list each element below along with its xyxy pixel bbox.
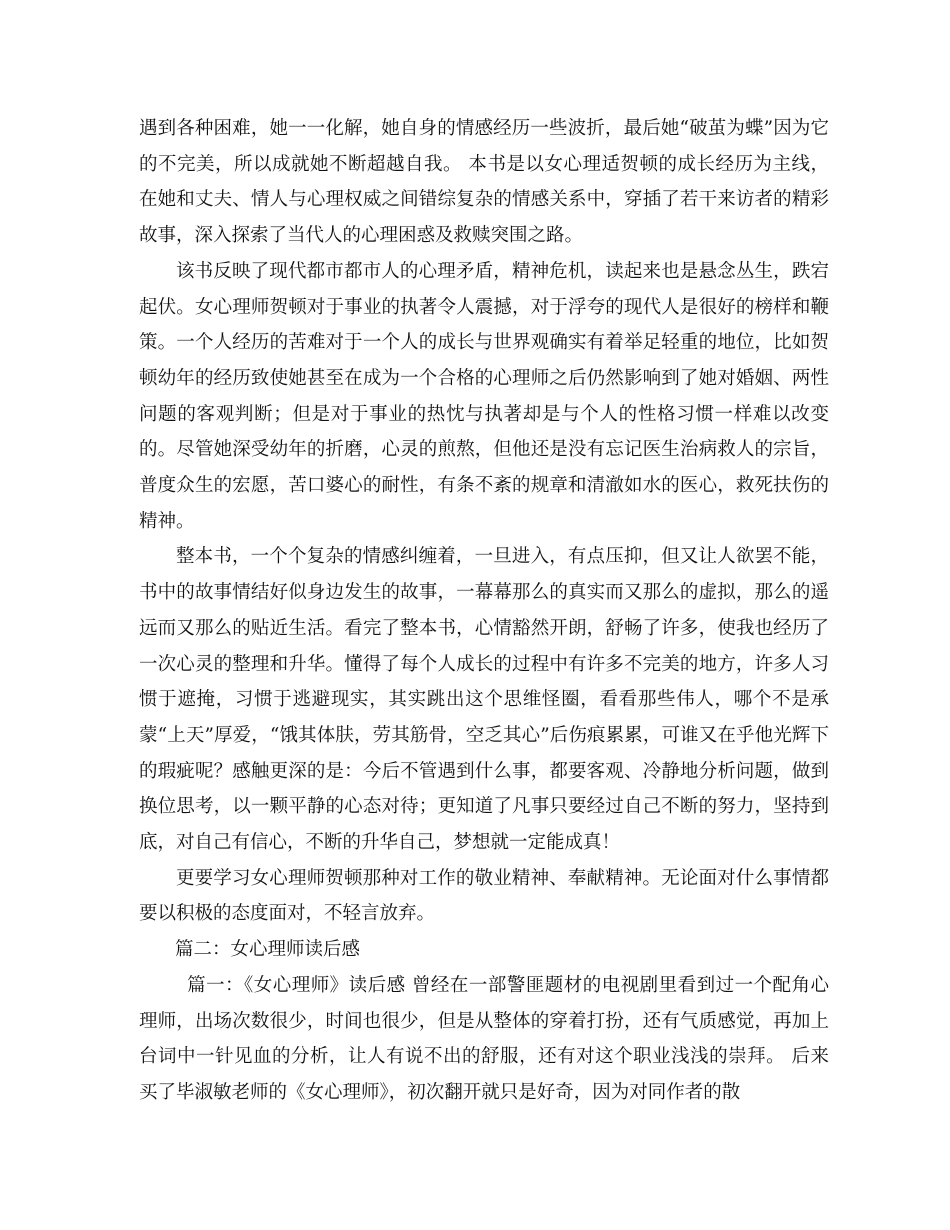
paragraph-4: 更要学习女心理师贺顿那种对工作的敬业精神、奉献精神。无论面对什么事情都要以积极的态度面对，不轻言放弃。 xyxy=(139,867,829,925)
paragraph-5: 篇一：《女心理师》读后感 曾经在一部警匪题材的电视剧里看到过一个配角心理师，出场次数很少，时间也很少，但是从整体的穿着打扮，还有气质感觉，再加上台词中一针见血的分析，让人有说不出的舒服，还有对这个职业浅浅的崇拜。 后来买了毕淑敏老师的《女心理师》，初次翻开就只是好奇，因为对同作者的散 xyxy=(139,974,829,1103)
paragraph-3: 整本书，一个个复杂的情感纠缠着，一旦进入，有点压抑，但又让人欲罢不能，书中的故事情结好似身边发生的故事，一幕幕那么的真实而又那么的虚拟，那么的遥远而又那么的贴近生活。看完了整本书，心情豁然开朗，舒畅了许多，使我也经历了一次心灵的整理和升华。懂得了每个人成长的过程中有许多不完美的地方，许多人习惯于遮掩，习惯于逃避现实，其实跳出这个思维怪圈，看看那些伟人，哪个不是承蒙“上天”厚爱，“饿其体肤，劳其筋骨，空乏其心”后伤痕累累，可谁又在乎他光辉下的瑕疵呢？感触更深的是：今后不管遇到什么事，都要客观、冷静地分析问题，做到换位思考，以一颗平静的心态对待；更知道了凡事只要经过自己不断的努力，坚持到底，对自己有信心，不断的升华自己，梦想就一定能成真！ xyxy=(139,546,829,854)
document-body xyxy=(139,111,829,1111)
paragraph-2: 该书反映了现代都市都市人的心理矛盾，精神危机，读起来也是悬念丛生，跌宕起伏。女心理师贺顿对于事业的执著令人震撼，对于浮夸的现代人是很好的榜样和鞭策。一个人经历的苦难对于一个人的成长与世界观确实有着举足轻重的地位，比如贺顿幼年的经历致使她甚至在成为一个合格的心理师之后仍然影响到了她对婚姻、两性问题的客观判断；但是对于事业的热忱与执著却是与个人的性格习惯一样难以改变的。尽管她深受幼年的折磨，心灵的煎熬，但他还是没有忘记医生治病救人的宗旨，普度众生的宏愿，苦口婆心的耐性，有条不紊的规章和清澈如水的医心，救死扶伤的精神。 xyxy=(139,260,829,532)
section-heading: 篇二：女心理师读后感 xyxy=(175,939,361,961)
paragraph-1: 遇到各种困难，她一一化解，她自身的情感经历一些波折，最后她“破茧为蝶”因为它的不完美，所以成就她不断超越自我。 本书是以女心理适贺顿的成长经历为主线，在她和丈夫、情人与心理权威之间错综复杂的情感关系中，穿插了若干来访者的精彩故事，深入探索了当代人的心理困惑及救赎突围之路。 xyxy=(139,118,829,247)
